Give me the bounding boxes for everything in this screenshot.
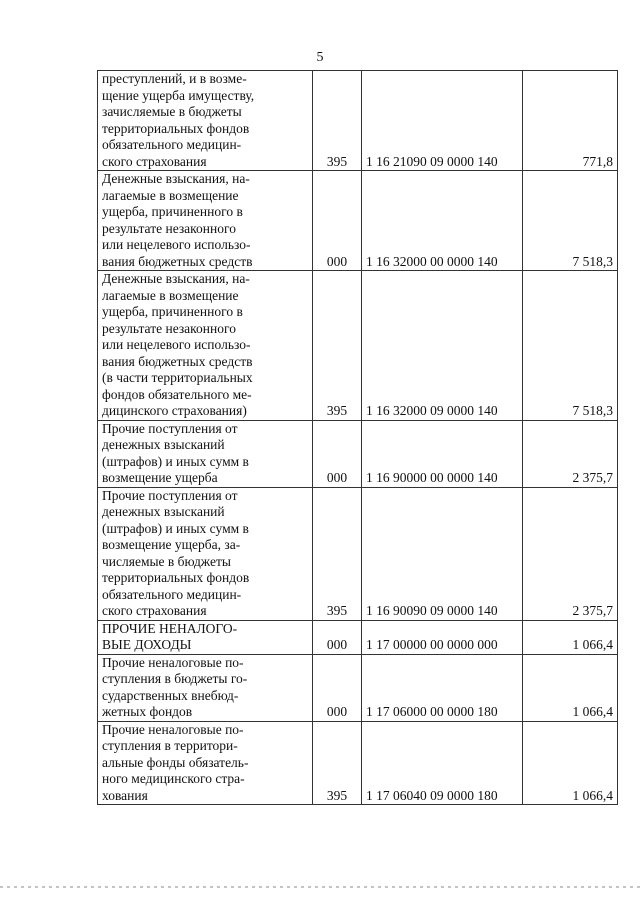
row-amount: 2 375,7	[523, 487, 618, 620]
row-admin-code: 395	[313, 721, 362, 805]
row-name-line: территориальных фондов	[102, 570, 250, 585]
row-name-line: фондов обязательного ме-	[102, 386, 252, 402]
row-name-cell	[98, 654, 313, 721]
table-row	[98, 654, 618, 721]
row-name-line: Прочие поступления от	[102, 420, 238, 436]
page-number: 5	[316, 50, 324, 65]
row-name-cell	[98, 620, 313, 654]
table-row	[98, 271, 618, 421]
row-budget-classification-code: 1 17 00000 00 0000 000	[362, 620, 523, 654]
row-name-line: числяемые в бюджеты	[102, 553, 231, 569]
row-name-line: сударственных внебюд-	[102, 687, 239, 703]
row-name-line: лагаемые в возмещение	[102, 287, 239, 303]
row-amount: 1 066,4	[523, 654, 618, 721]
row-name-cell	[98, 487, 313, 620]
row-admin-code: 000	[313, 420, 362, 487]
row-name-line: ского страхования	[102, 153, 207, 169]
row-budget-classification-code: 1 16 90090 09 0000 140	[362, 487, 523, 620]
row-name-line: Денежные взыскания, на-	[102, 271, 250, 286]
row-budget-classification-code: 1 16 90000 00 0000 140	[362, 420, 523, 487]
row-name-line: обязательного медицин-	[102, 586, 242, 602]
row-admin-code: 395	[313, 271, 362, 421]
row-name-line: обязательного медицин-	[102, 137, 242, 152]
row-name-line: щение ущерба имуществу,	[102, 87, 255, 103]
row-budget-classification-code: 1 17 06040 09 0000 180	[362, 721, 523, 805]
row-name-line: Прочие неналоговые по-	[102, 721, 244, 737]
row-budget-classification-code: 1 16 21090 09 0000 140	[362, 71, 523, 171]
row-name-line: ущерба, причиненного в	[102, 304, 243, 319]
row-name-line: (штрафов) и иных сумм в	[102, 520, 249, 536]
row-name-line: ПРОЧИЕ НЕНАЛОГО-	[102, 620, 238, 636]
row-name-line: возмещение ущерба	[102, 470, 218, 485]
table-row	[98, 620, 618, 654]
row-name-line: результате незаконного	[102, 220, 236, 236]
row-name-line: альные фонды обязатель-	[102, 754, 249, 770]
table-row	[98, 171, 618, 271]
row-name-line: Денежные взыскания, на-	[102, 171, 250, 186]
row-amount: 2 375,7	[523, 420, 618, 487]
table-row	[98, 420, 618, 487]
row-name-cell	[98, 721, 313, 805]
row-name-line: ВЫЕ ДОХОДЫ	[102, 637, 192, 652]
row-name-line: вания бюджетных средств	[102, 353, 253, 369]
table-body	[98, 71, 618, 805]
row-name-line: Прочие неналоговые по-	[102, 654, 244, 670]
row-name-line: ущерба, причиненного в	[102, 204, 243, 219]
row-name-line: денежных взысканий	[102, 504, 225, 519]
row-name-cell	[98, 171, 313, 271]
row-admin-code: 000	[313, 654, 362, 721]
row-name-line: (штрафов) и иных сумм в	[102, 453, 249, 469]
row-admin-code: 395	[313, 487, 362, 620]
row-budget-classification-code: 1 16 32000 00 0000 140	[362, 171, 523, 271]
row-name-line: денежных взысканий	[102, 437, 225, 452]
row-name-cell	[98, 71, 313, 171]
row-amount: 1 066,4	[523, 620, 618, 654]
row-name-line: или нецелевого использо-	[102, 337, 251, 352]
row-name-cell	[98, 271, 313, 421]
row-amount: 7 518,3	[523, 271, 618, 421]
row-name-line: ступления в территори-	[102, 738, 238, 753]
row-admin-code: 395	[313, 71, 362, 171]
row-name-line: лагаемые в возмещение	[102, 187, 239, 203]
row-admin-code: 000	[313, 171, 362, 271]
row-name-line: хования	[102, 787, 148, 803]
table-row	[98, 487, 618, 620]
row-name-line: или нецелевого использо-	[102, 237, 251, 252]
row-name-line: преступлений, и в возме-	[102, 71, 247, 86]
row-budget-classification-code: 1 16 32000 09 0000 140	[362, 271, 523, 421]
row-name-line: территориальных фондов	[102, 120, 250, 136]
row-name-line: ного медицинского стра-	[102, 771, 245, 786]
row-name-line: возмещение ущерба, за-	[102, 537, 241, 552]
budget-revenue-table	[97, 70, 618, 805]
row-budget-classification-code: 1 17 06000 00 0000 180	[362, 654, 523, 721]
row-name-cell	[98, 420, 313, 487]
row-name-line: дицинского страхования)	[102, 403, 247, 418]
row-name-line: (в части территориальных	[102, 370, 253, 385]
row-name-line: ступления в бюджеты го-	[102, 671, 248, 686]
table-row	[98, 71, 618, 171]
row-amount: 771,8	[523, 71, 618, 171]
row-amount: 7 518,3	[523, 171, 618, 271]
row-name-line: зачисляемые в бюджеты	[102, 104, 242, 119]
row-name-line: Прочие поступления от	[102, 487, 238, 503]
row-name-line: жетных фондов	[102, 704, 193, 719]
row-name-line: результате незаконного	[102, 320, 236, 336]
row-amount: 1 066,4	[523, 721, 618, 805]
row-admin-code: 000	[313, 620, 362, 654]
table-row	[98, 721, 618, 805]
row-name-line: ского страхования	[102, 603, 207, 618]
row-name-line: вания бюджетных средств	[102, 253, 253, 269]
page-bottom-edge	[0, 886, 640, 888]
